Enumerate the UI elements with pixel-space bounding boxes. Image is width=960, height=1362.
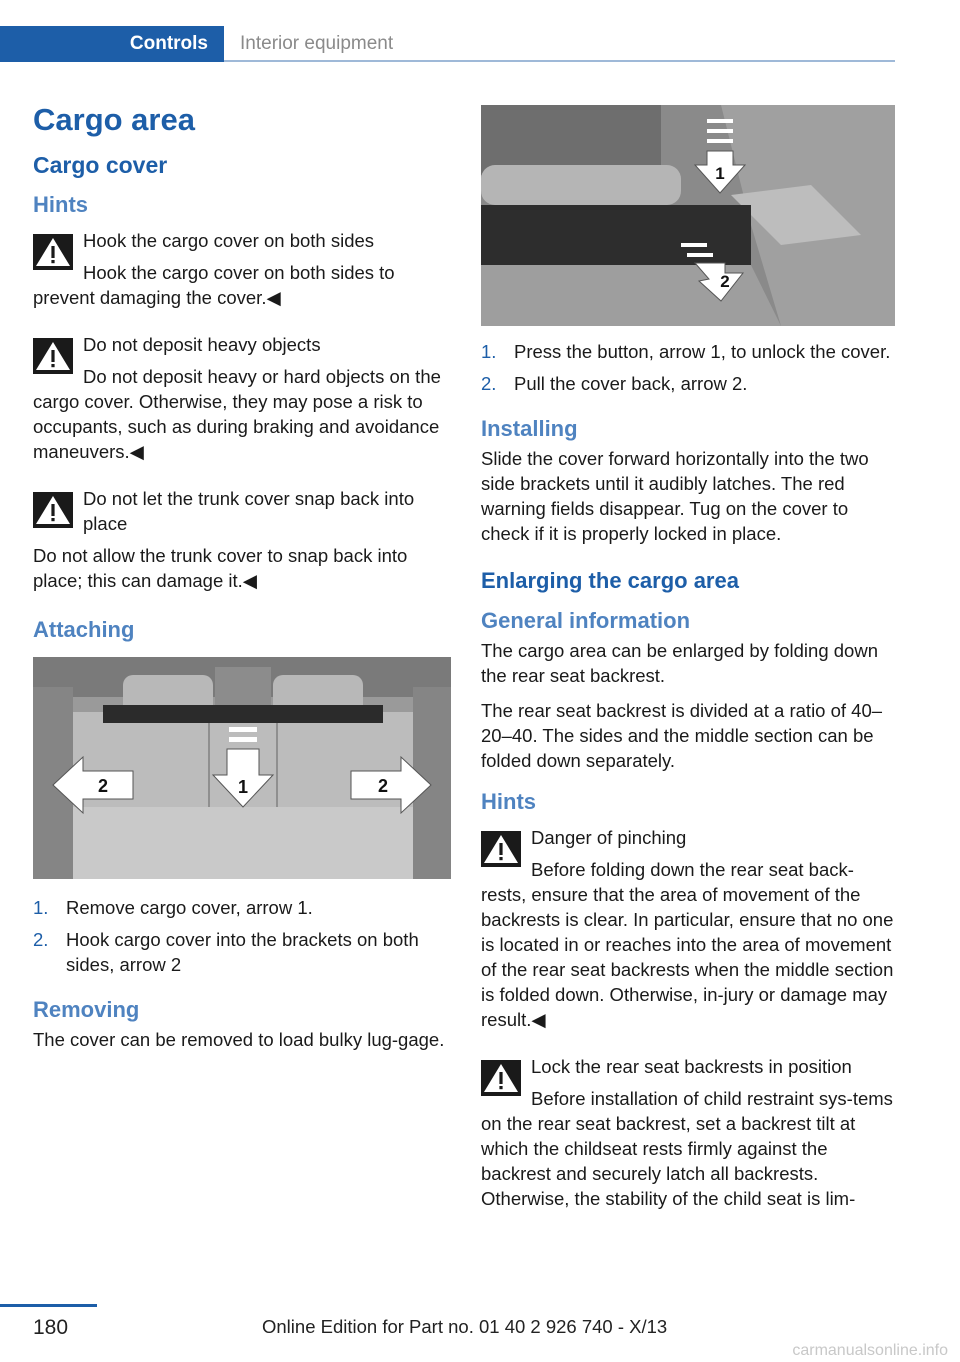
warning-body: Before installation of child restraint sys‐tems on the rear seat backrest, set a backrest tilt at which the childseat rests firmly against the backrest and securely latch all backrests. Otherwise, the stability of the child seat is lim‐ xyxy=(481,1088,893,1209)
figure-label-1: 1 xyxy=(237,777,249,797)
warning-lock-backrests xyxy=(481,1054,895,1211)
cargo-cover-unlock-image xyxy=(481,105,895,326)
warning-body: Before folding down the rear seat back‐rests, ensure that the area of movement of the backrests is clear. In particular, ensure that no one is located in or reaches into the area of movement of the rear seat backrests when the middle section is folded down. Otherwise, in‐jury or damage may result.◀ xyxy=(481,859,894,1030)
removing-heading: Removing xyxy=(33,997,140,1022)
warning-snap-back xyxy=(33,486,451,593)
list-item: 2. Hook cargo cover into the brackets on both sides, arrow 2 xyxy=(33,929,419,975)
warning-hook-cover xyxy=(33,228,451,310)
warning-title: Do not deposit heavy objects xyxy=(83,334,321,355)
warning-triangle-icon xyxy=(33,338,73,374)
cargo-cover-heading: Cargo cover xyxy=(33,152,168,178)
page-number: 180 xyxy=(33,1316,69,1339)
section-tab: Controls xyxy=(0,26,224,62)
warning-title: Lock the rear seat backrests in position xyxy=(531,1056,852,1077)
edition-text: Online Edition for Part no. 01 40 2 926 740 - X/13 xyxy=(262,1316,668,1337)
warning-pinching xyxy=(481,825,895,1032)
page-header xyxy=(0,0,960,62)
warning-triangle-icon xyxy=(481,1060,521,1096)
warning-title: Hook the cargo cover on both sides xyxy=(83,230,375,251)
general-information-heading: General information xyxy=(481,608,691,633)
attach-steps xyxy=(33,895,451,977)
list-item: 1. Remove cargo cover, arrow 1. xyxy=(33,897,313,918)
list-item: 1. Press the button, arrow 1, to unlock the cover. xyxy=(481,341,891,362)
general-text-1: The cargo area can be enlarged by folding down the rear seat backrest. xyxy=(481,640,878,686)
left-column xyxy=(33,100,451,1062)
installing-text: Slide the cover forward horizontally into the two side brackets until it audibly latches. The red warning fields disappear. Tug on the cover to check if it is properly locked in place. xyxy=(481,448,869,544)
figure-label-2-left: 2 xyxy=(97,776,109,796)
warning-heavy-objects xyxy=(33,332,451,464)
cargo-cover-attach-image xyxy=(33,657,451,879)
installing-heading: Installing xyxy=(481,416,578,441)
removing-text: The cover can be removed to load bulky lug‐gage. xyxy=(33,1029,445,1050)
warning-body: Hook the cargo cover on both sides to prevent damaging the cover.◀ xyxy=(33,262,395,308)
figure-label-unlock-2: 2 xyxy=(720,272,730,291)
warning-title: Do not let the trunk cover snap back into place xyxy=(83,488,415,534)
hints-heading: Hints xyxy=(33,192,88,217)
right-column xyxy=(481,105,895,1233)
header-rule xyxy=(224,60,895,62)
warning-body: Do not allow the trunk cover to snap back into place; this can damage it.◀ xyxy=(33,545,408,591)
figure-label-unlock-1: 1 xyxy=(715,164,725,183)
watermark: carmanualsonline.info xyxy=(792,1342,948,1359)
chapter-tab: Interior equipment xyxy=(240,33,394,54)
general-text-2: The rear seat backrest is divided at a ratio of 40–20–40. The sides and the middle section can be folded down separately. xyxy=(481,700,883,771)
figure-label-2-right: 2 xyxy=(377,776,389,796)
warning-triangle-icon xyxy=(481,831,521,867)
list-item: 2. Pull the cover back, arrow 2. xyxy=(481,373,748,394)
enlarging-heading: Enlarging the cargo area xyxy=(481,568,739,593)
warning-body: Do not deposit heavy or hard objects on the cargo cover. Otherwise, they may pose a risk to occupants, such as during braking and avoidance maneuvers.◀ xyxy=(33,366,441,462)
unlock-steps xyxy=(481,339,895,396)
attaching-heading: Attaching xyxy=(33,617,135,642)
warning-triangle-icon xyxy=(33,492,73,528)
warning-title: Danger of pinching xyxy=(531,827,687,848)
hints-heading-right: Hints xyxy=(481,789,536,814)
warning-triangle-icon xyxy=(33,234,73,270)
page-title: Cargo area xyxy=(33,102,195,137)
footer-rule xyxy=(0,1304,97,1307)
